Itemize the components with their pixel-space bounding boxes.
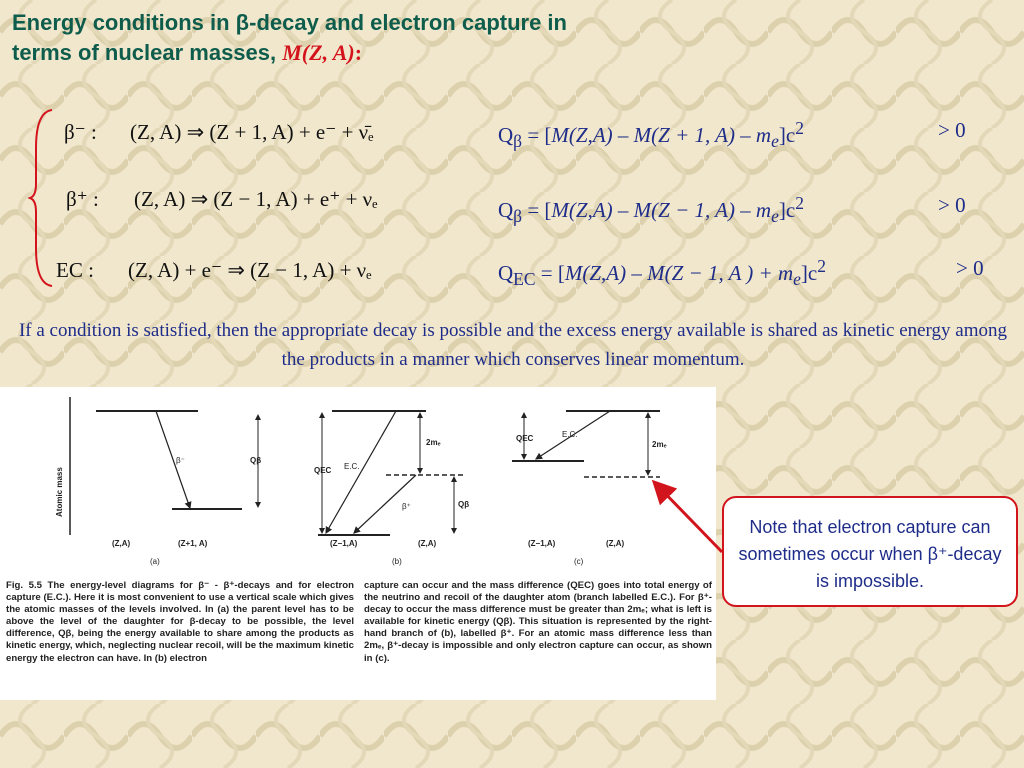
- ec-reaction: (Z, A) + e⁻ ⇒ (Z − 1, A) + νₑ: [128, 258, 372, 282]
- energy-level-diagrams: [0, 387, 716, 579]
- title-line2: terms of nuclear masses,: [12, 40, 283, 65]
- panel-a-left: (Z,A): [112, 539, 131, 548]
- ec-label: EC :: [56, 258, 94, 282]
- explanation-paragraph: If a condition is satisfied, then the appropriate decay is possible and the excess energy available is shared as kinetic energy among the products in a manner which conserves linear momentum.: [18, 320, 1008, 370]
- panel-b-left: (Z−1,A): [330, 539, 358, 548]
- q-sub: β: [513, 131, 523, 152]
- panel-a-q: Qβ: [250, 456, 262, 465]
- beta-plus-reaction: (Z, A) ⇒ (Z − 1, A) + e⁺ + νₑ: [134, 187, 378, 211]
- panel-a-beta: β⁻: [176, 456, 185, 465]
- mass-symbol: M(Z, A): [282, 40, 355, 65]
- q-eq: = [: [522, 123, 552, 147]
- figure-caption-right: capture can occur and the mass difference (QEC) goes into total energy of the neutrino and recoil of the daughter atom (branch labelled E.C.). For β⁺-decay to occur the mass difference must be greater than 2mₑ; what is left is available for kinetic energy (Qβ). This situation is represented by the right-hand branch of (b), labelled β⁺. For an atomic mass difference less than 2mₑ, β⁺-decay is impossible and only electron capture can occur, as shown in (c).: [364, 580, 712, 664]
- panel-c-qec: QEC: [516, 434, 534, 443]
- panel-b-tag: (b): [392, 557, 402, 566]
- q-end: ]c: [800, 261, 818, 285]
- panel-a-tag: (a): [150, 557, 160, 566]
- q-ec-condition: > 0: [956, 256, 984, 280]
- beta-minus-label: β⁻ :: [64, 120, 97, 144]
- panel-b-qec: QEC: [314, 466, 332, 475]
- panel-c-left: (Z−1,A): [528, 539, 556, 548]
- panel-b-q: Qβ: [458, 500, 470, 509]
- panel-b-beta: β⁺: [402, 502, 411, 511]
- figure-caption-left: Fig. 5.5 The energy-level diagrams for β⁻ - β⁺-decays and for electron capture (E.C.). Here it is most convenient to use a vertical scale which gives the atomic masses of the levels involved. In (a) the parent level has to be above the level of the daughter for β-decay to be possible, the level difference, Qβ, being the energy available to share among the products as kinetic energy, which, neglecting nuclear recoil, will be the maximum kinetic energy the electron can have. In (b) electron: [6, 580, 354, 664]
- slide-title: [12, 8, 772, 68]
- panel-c-2me: 2mₑ: [652, 440, 667, 449]
- q-end: ]c: [778, 123, 796, 147]
- q-symbol: Q: [498, 123, 514, 147]
- energy-level-figure: [0, 387, 716, 700]
- q-expr: M(Z,A) – M(Z − 1, A) – m: [551, 198, 772, 222]
- q-ec: $Q_{EC} = [M(Z,A) - M(Z - 1$, A ) + $m_e]c^2$: [498, 256, 826, 290]
- q-symbol: Q: [498, 198, 514, 222]
- panel-b-ec: E.C.: [344, 462, 360, 471]
- title-line1: Energy conditions in β-decay and electron capture in: [12, 10, 567, 35]
- y-axis-label: Atomic mass: [55, 467, 64, 517]
- q-beta-minus: $Q_\beta = [M(Z,A) - M(Z + 1$, $A) - m_e]c^2$: [498, 118, 804, 152]
- panel-c-ec: E.C.: [562, 430, 578, 439]
- q-beta-plus: $Q_\beta = [M(Z,A) - M(Z - 1$, $A) - m_e]c^2$: [498, 193, 804, 227]
- q-end: ]c: [778, 198, 796, 222]
- panel-b-2me: 2mₑ: [426, 438, 441, 447]
- panel-b: [314, 411, 469, 566]
- panel-b-right: (Z,A): [418, 539, 437, 548]
- panel-a: [96, 411, 261, 566]
- left-brace: [28, 108, 54, 288]
- q-eq: = [: [535, 261, 565, 285]
- q-expr: M(Z,A) – M(Z − 1, A ) + m: [564, 261, 794, 285]
- beta-plus-label: β⁺ :: [66, 187, 99, 211]
- panel-a-right: (Z+1, A): [178, 539, 208, 548]
- q-symbol: Q: [498, 261, 514, 285]
- beta-minus-reaction: (Z, A) ⇒ (Z + 1, A) + e⁻ + ν̄ₑ: [130, 120, 374, 144]
- q-sub: EC: [513, 269, 536, 290]
- q-eq: = [: [522, 198, 552, 222]
- panel-c-tag: (c): [574, 557, 584, 566]
- q-expr: M(Z,A) – M(Z + 1, A) – m: [551, 123, 772, 147]
- panel-c: [512, 411, 667, 566]
- q-sub: β: [513, 206, 523, 227]
- title-colon: :: [354, 40, 363, 65]
- note-box: Note that electron capture can sometimes occur when β⁺-decay is impossible.: [722, 496, 1018, 607]
- panel-c-right: (Z,A): [606, 539, 625, 548]
- q-beta-minus-condition: > 0: [938, 118, 966, 142]
- q-beta-plus-condition: > 0: [938, 193, 966, 217]
